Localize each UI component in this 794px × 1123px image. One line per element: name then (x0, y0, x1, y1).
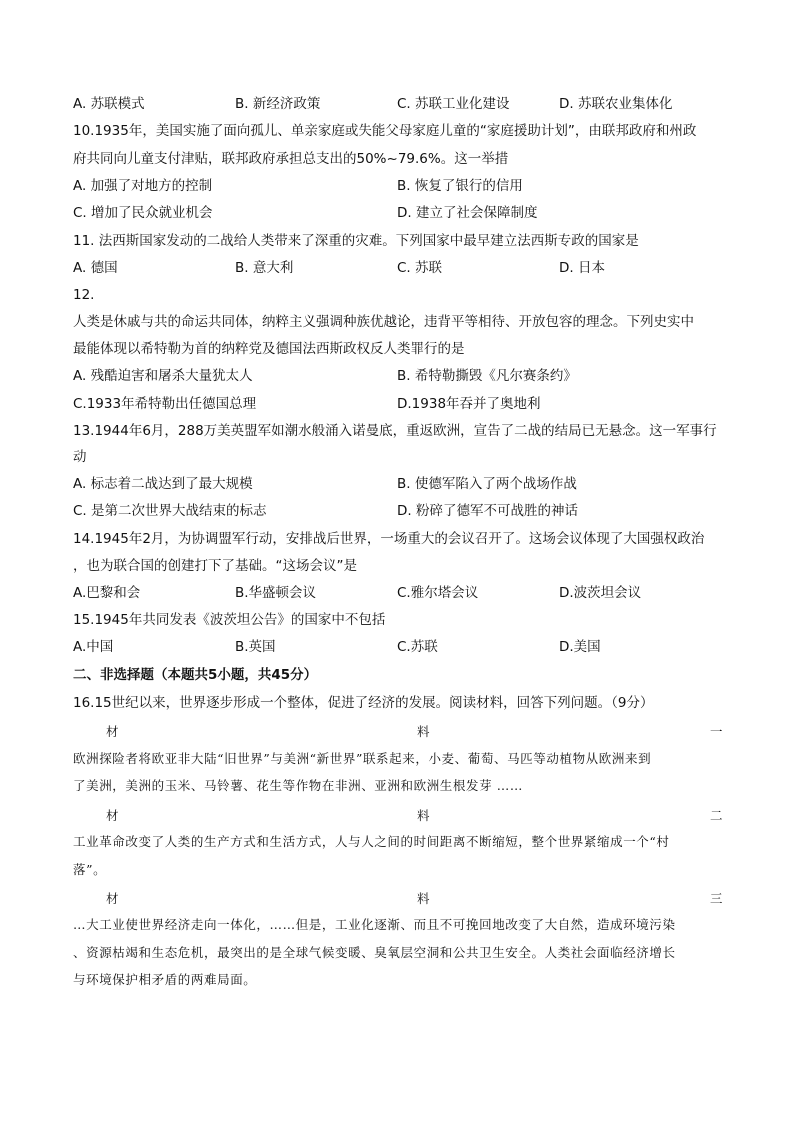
q10-option-b: B. 恢复了银行的信用 (397, 178, 523, 194)
material-2-label (73, 806, 723, 824)
material-3-line-2: 、资源枯竭和生态危机，最突出的是全球气候变暖、臭氧层空洞和公共卫生安全。人类社会面临经济增长 (73, 945, 676, 960)
q10-option-a: A. 加强了对地方的控制 (73, 178, 213, 194)
q14-option-c: C.雅尔塔会议 (397, 585, 479, 601)
q10-stem-line-2: 府共同向儿童支付津贴，联邦政府承担总支出的50%~79.6%。这一举措 (73, 151, 509, 167)
material-label-char: 料 (417, 808, 430, 823)
q11-option-d: D. 日本 (559, 260, 605, 276)
q11-option-c: C. 苏联 (397, 260, 443, 276)
material-1-label (73, 722, 723, 740)
q15-option-c: C.苏联 (397, 639, 438, 655)
q12-option-c: C.1933年希特勒出任德国总理 (73, 396, 257, 412)
q14-option-a: A.巴黎和会 (73, 585, 141, 601)
q14-option-d: D.波茨坦会议 (559, 585, 642, 601)
q14-option-b: B.华盛顿会议 (235, 585, 317, 601)
material-1-line-2: 了美洲，美洲的玉米、马铃薯、花生等作物在非洲、亚洲和欧洲生根发芽 …… (73, 778, 523, 793)
material-2-line-1: 工业革命改变了人类的生产方式和生活方式，人与人之间的时间距离不断缩短，整个世界紧缩成一个“村 (73, 834, 670, 849)
section-heading: 二、非选择题（本题共5小题，共45分） (73, 667, 318, 683)
q9-option-a: A. 苏联模式 (73, 96, 145, 112)
q9-option-b: B. 新经济政策 (235, 96, 321, 112)
material-label-char: 材 (106, 808, 119, 823)
q10-option-c: C. 增加了民众就业机会 (73, 205, 213, 221)
q13-option-d: D. 粉碎了德军不可战胜的神话 (397, 503, 578, 519)
material-2-line-2: 落”。 (73, 862, 107, 877)
q11-option-b: B. 意大利 (235, 260, 294, 276)
q12-stem-line-1: 人类是休戚与共的命运共同体，纳粹主义强调种族优越论，违背平等相待、开放包容的理念。下列史实中 (73, 314, 694, 330)
q14-stem-line-1: 14.1945年2月，为协调盟军行动，安排战后世界，一场重大的会议召开了。这场会议体现了大国强权政治 (73, 531, 705, 547)
material-label-char: 材 (106, 891, 119, 906)
material-label-char: 三 (710, 891, 723, 906)
q13-stem-line-1: 13.1944年6月，288万美英盟军如潮水般涌入诺曼底，重返欧洲，宣告了二战的结局已无悬念。这一军事行 (73, 423, 717, 439)
q15-stem: 15.1945年共同发表《波茨坦公告》的国家中不包括 (73, 612, 386, 628)
q12-option-a: A. 残酷迫害和屠杀大量犹太人 (73, 368, 253, 384)
q10-option-d: D. 建立了社会保障制度 (397, 205, 538, 221)
q14-stem-line-2: ，也为联合国的创建打下了基础。“这场会议”是 (73, 558, 357, 574)
q12-stem-line-2: 最能体现以希特勒为首的纳粹党及德国法西斯政权反人类罪行的是 (73, 341, 465, 357)
material-3-label (73, 889, 723, 907)
q13-option-c: C. 是第二次世界大战结束的标志 (73, 503, 267, 519)
material-label-char: 材 (106, 724, 119, 739)
material-label-char: 料 (417, 724, 430, 739)
q13-option-b: B. 使德军陷入了两个战场作战 (397, 476, 577, 492)
material-label-char: 一 (710, 724, 723, 739)
q16-stem: 16.15世纪以来，世界逐步形成一个整体，促进了经济的发展。阅读材料，回答下列问题。（9分） (73, 695, 654, 711)
q9-option-d: D. 苏联农业集体化 (559, 96, 673, 112)
q11-option-a: A. 德国 (73, 260, 118, 276)
q12-number: 12. (73, 287, 95, 303)
material-label-char: 料 (417, 891, 430, 906)
q15-option-d: D.美国 (559, 639, 601, 655)
q15-option-b: B.英国 (235, 639, 276, 655)
material-3-line-1: …大工业使世界经济走向一体化，……但是，工业化逐渐、而且不可挽回地改变了大自然，造成环境污染 (73, 917, 676, 932)
q15-option-a: A.中国 (73, 639, 114, 655)
material-3-line-3: 与环境保护相矛盾的两难局面。 (73, 972, 257, 987)
material-1-line-1: 欧洲探险者将欧亚非大陆“旧世界”与美洲“新世界”联系起来，小麦、葡萄、马匹等动植物从欧洲来到 (73, 751, 652, 766)
q12-option-b: B. 希特勒撕毁《凡尔赛条约》 (397, 368, 577, 384)
q10-stem-line-1: 10.1935年，美国实施了面向孤儿、单亲家庭或失能父母家庭儿童的“家庭援助计划”，由联邦政府和州政 (73, 123, 697, 139)
q11-stem: 11. 法西斯国家发动的二战给人类带来了深重的灾难。下列国家中最早建立法西斯专政的国家是 (73, 233, 639, 249)
material-label-char: 二 (710, 808, 723, 823)
q9-option-c: C. 苏联工业化建设 (397, 96, 510, 112)
q13-option-a: A. 标志着二战达到了最大规模 (73, 476, 253, 492)
q12-option-d: D.1938年吞并了奥地利 (397, 396, 541, 412)
q13-stem-line-2: 动 (73, 449, 87, 465)
